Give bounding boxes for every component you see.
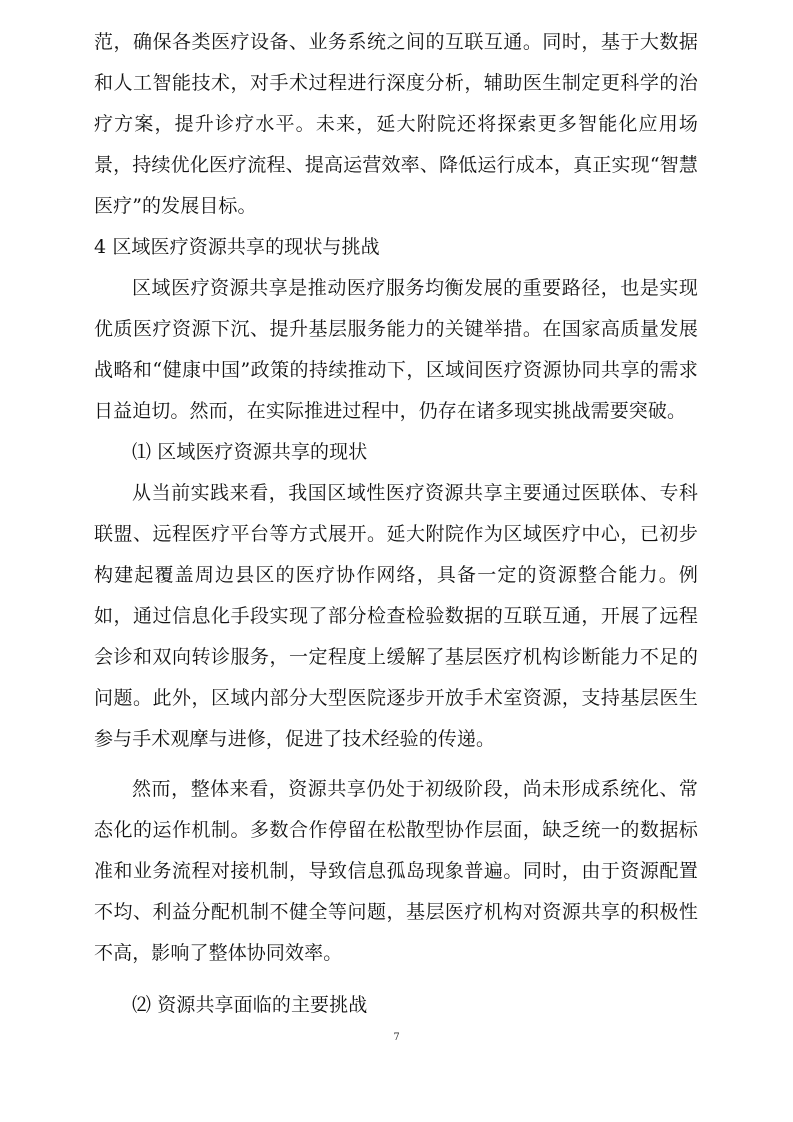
subsection-heading-status: ⑴ 区域医疗资源共享的现状: [132, 441, 368, 463]
section-heading: 4 区域医疗资源共享的现状与挑战: [94, 236, 380, 258]
paragraph-intro: 区域医疗资源共享是推动医疗服务均衡发展的重要路径，也是实现优质医疗资源下沉、提升基层服务能力的关键举措。在国家高质量发展战略和“健康中国”政策的持续推动下，区域间医疗资源协同共享的需求日益迫切。然而，在实际推进过程中，仍存在诸多现实挑战需要突破。: [94, 277, 698, 422]
subsection-heading-challenges: ⑵ 资源共享面临的主要挑战: [132, 994, 368, 1016]
page-number: 7: [393, 1032, 400, 1043]
paragraph-problems: 然而，整体来看，资源共享仍处于初级阶段，尚未形成系统化、常态化的运作机制。多数合作停留在松散型协作层面，缺乏统一的数据标准和业务流程对接机制，导致信息孤岛现象普遍。同时，由于资源配置不均、利益分配机制不健全等问题，基层医疗机构对资源共享的积极性不高，影响了整体协同效率。: [94, 778, 698, 964]
paragraph-status: 从当前实践来看，我国区域性医疗资源共享主要通过医联体、专科联盟、远程医疗平台等方式展开。延大附院作为区域医疗中心，已初步构建起覆盖周边县区的医疗协作网络，具备一定的资源整合能力。例如，通过信息化手段实现了部分检查检验数据的互联互通，开展了远程会诊和双向转诊服务，一定程度上缓解了基层医疗机构诊断能力不足的问题。此外，区域内部分大型医院逐步开放手术室资源，支持基层医生参与手术观摩与进修，促进了技术经验的传递。: [94, 482, 698, 750]
paragraph-continuation: 范，确保各类医疗设备、业务系统之间的互联互通。同时，基于大数据和人工智能技术，对手术过程进行深度分析，辅助医生制定更科学的治疗方案，提升诊疗水平。未来，延大附院还将探索更多智能化应用场景，持续优化医疗流程、提高运营效率、降低运行成本，真正实现“智慧医疗”的发展目标。: [94, 31, 698, 217]
document-body: [94, 22, 698, 1026]
